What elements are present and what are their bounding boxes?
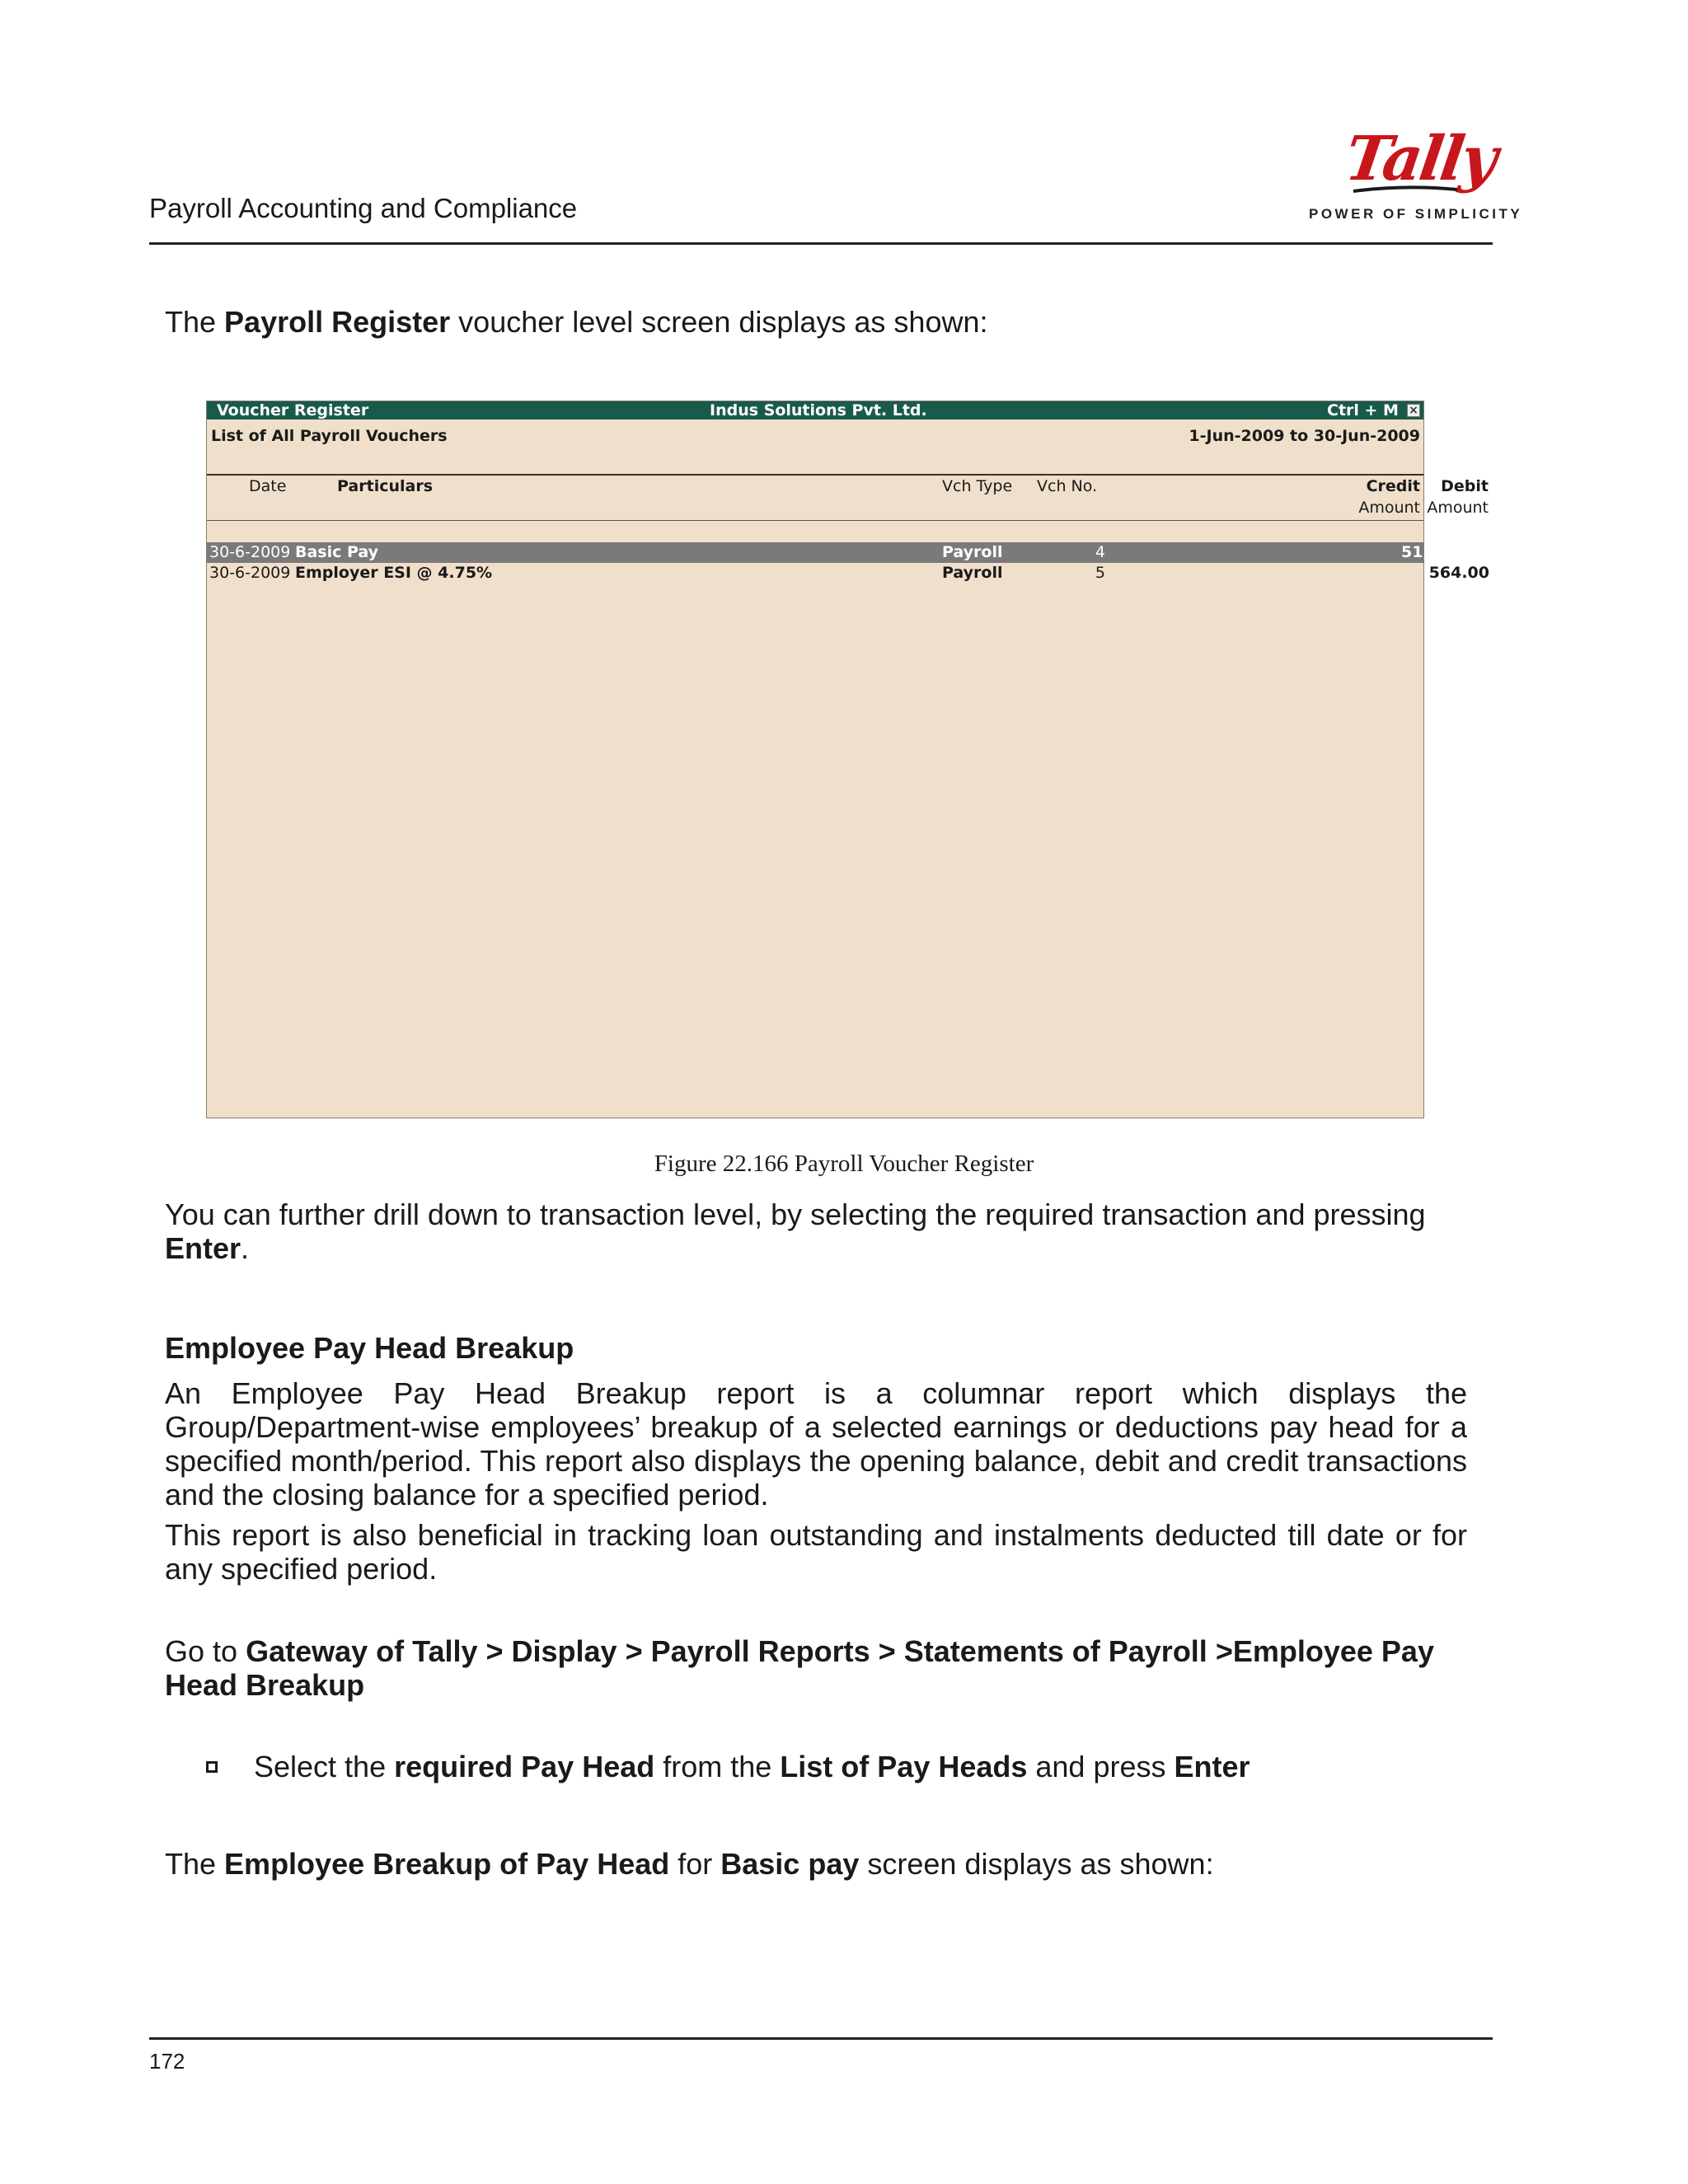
row-particulars: Basic Pay bbox=[295, 543, 379, 561]
navigation-path: Go to Gateway of Tally > Display > Payroll Reports > Statements of Payroll >Employee Pay Head Breakup bbox=[165, 1634, 1434, 1702]
report-subtitle: List of All Payroll Vouchers bbox=[211, 427, 448, 445]
page-number: 172 bbox=[149, 2049, 185, 2074]
drill-down-paragraph: You can further drill down to transaction level, by selecting the required transaction and pressing Enter. bbox=[165, 1197, 1426, 1265]
row-vch-type: Payroll bbox=[942, 564, 1003, 582]
running-header: Payroll Accounting and Compliance bbox=[149, 193, 578, 223]
row-particulars: Employer ESI @ 4.75% bbox=[295, 564, 493, 582]
row-vch-type: Payroll bbox=[942, 543, 1003, 561]
section-heading: Employee Pay Head Breakup bbox=[165, 1331, 574, 1365]
breakup-paragraph: An Employee Pay Head Breakup report is a columnar report which displays the Group/Department-wise employees’ breakup of a selected earnings or deductions pay head for a specified month/period. This report also displays the opening balance, debit and credit transactions and the closing balance for a specified period. bbox=[165, 1376, 1467, 1511]
figure-caption: Figure 22.166 Payroll Voucher Register bbox=[654, 1151, 1034, 1177]
col-header-date: Date bbox=[249, 477, 287, 495]
row-vch-no: 5 bbox=[1095, 564, 1105, 582]
col-header-vch-type: Vch Type bbox=[942, 477, 1013, 495]
bullet-square-icon bbox=[206, 1761, 218, 1773]
voucher-register-screen bbox=[206, 401, 1489, 1118]
row-debit: 564.00 bbox=[1428, 564, 1489, 582]
column-divider bbox=[207, 520, 1423, 521]
company-name: Indus Solutions Pvt. Ltd. bbox=[710, 401, 927, 419]
row-vch-no: 4 bbox=[1095, 543, 1105, 561]
col-header-debit-amount: Amount bbox=[1427, 499, 1489, 517]
col-header-vch-no: Vch No. bbox=[1037, 477, 1098, 495]
header-divider bbox=[207, 474, 1423, 476]
screen-titlebar bbox=[207, 401, 1423, 419]
col-header-credit: Credit bbox=[1366, 477, 1420, 495]
row-date: 30-6-2009 bbox=[209, 543, 291, 561]
col-header-credit-amount: Amount bbox=[1358, 499, 1420, 517]
screen-title: Voucher Register bbox=[217, 401, 369, 419]
bullet-step: Select the required Pay Head from the List of Pay Heads and press Enter bbox=[254, 1750, 1250, 1783]
col-header-debit: Debit bbox=[1441, 477, 1489, 495]
col-header-particulars: Particulars bbox=[337, 477, 434, 495]
row-date: 30-6-2009 bbox=[209, 564, 291, 582]
report-period[interactable]: 1-Jun-2009 to 30-Jun-2009 bbox=[1189, 427, 1420, 445]
row-debit: 51,923.00 bbox=[1401, 543, 1489, 561]
closing-paragraph: The Employee Breakup of Pay Head for Basic pay screen displays as shown: bbox=[165, 1847, 1214, 1881]
logo-tagline: POWER OF SIMPLICITY bbox=[1309, 206, 1523, 222]
tally-logo: Tally bbox=[1340, 124, 1500, 194]
footer-rule bbox=[149, 2037, 1493, 2040]
logo-swoosh-icon bbox=[1352, 183, 1459, 194]
header-rule bbox=[149, 242, 1493, 245]
tracking-paragraph: This report is also beneficial in tracking loan outstanding and instalments deducted till date or for any specified period. bbox=[165, 1518, 1467, 1586]
shortcut-label: Ctrl + M bbox=[1327, 401, 1399, 419]
voucher-row[interactable] bbox=[207, 542, 1489, 563]
intro-paragraph: The Payroll Register voucher level screen displays as shown: bbox=[165, 305, 988, 339]
close-icon[interactable]: × bbox=[1407, 404, 1420, 417]
voucher-row[interactable] bbox=[207, 563, 1489, 583]
